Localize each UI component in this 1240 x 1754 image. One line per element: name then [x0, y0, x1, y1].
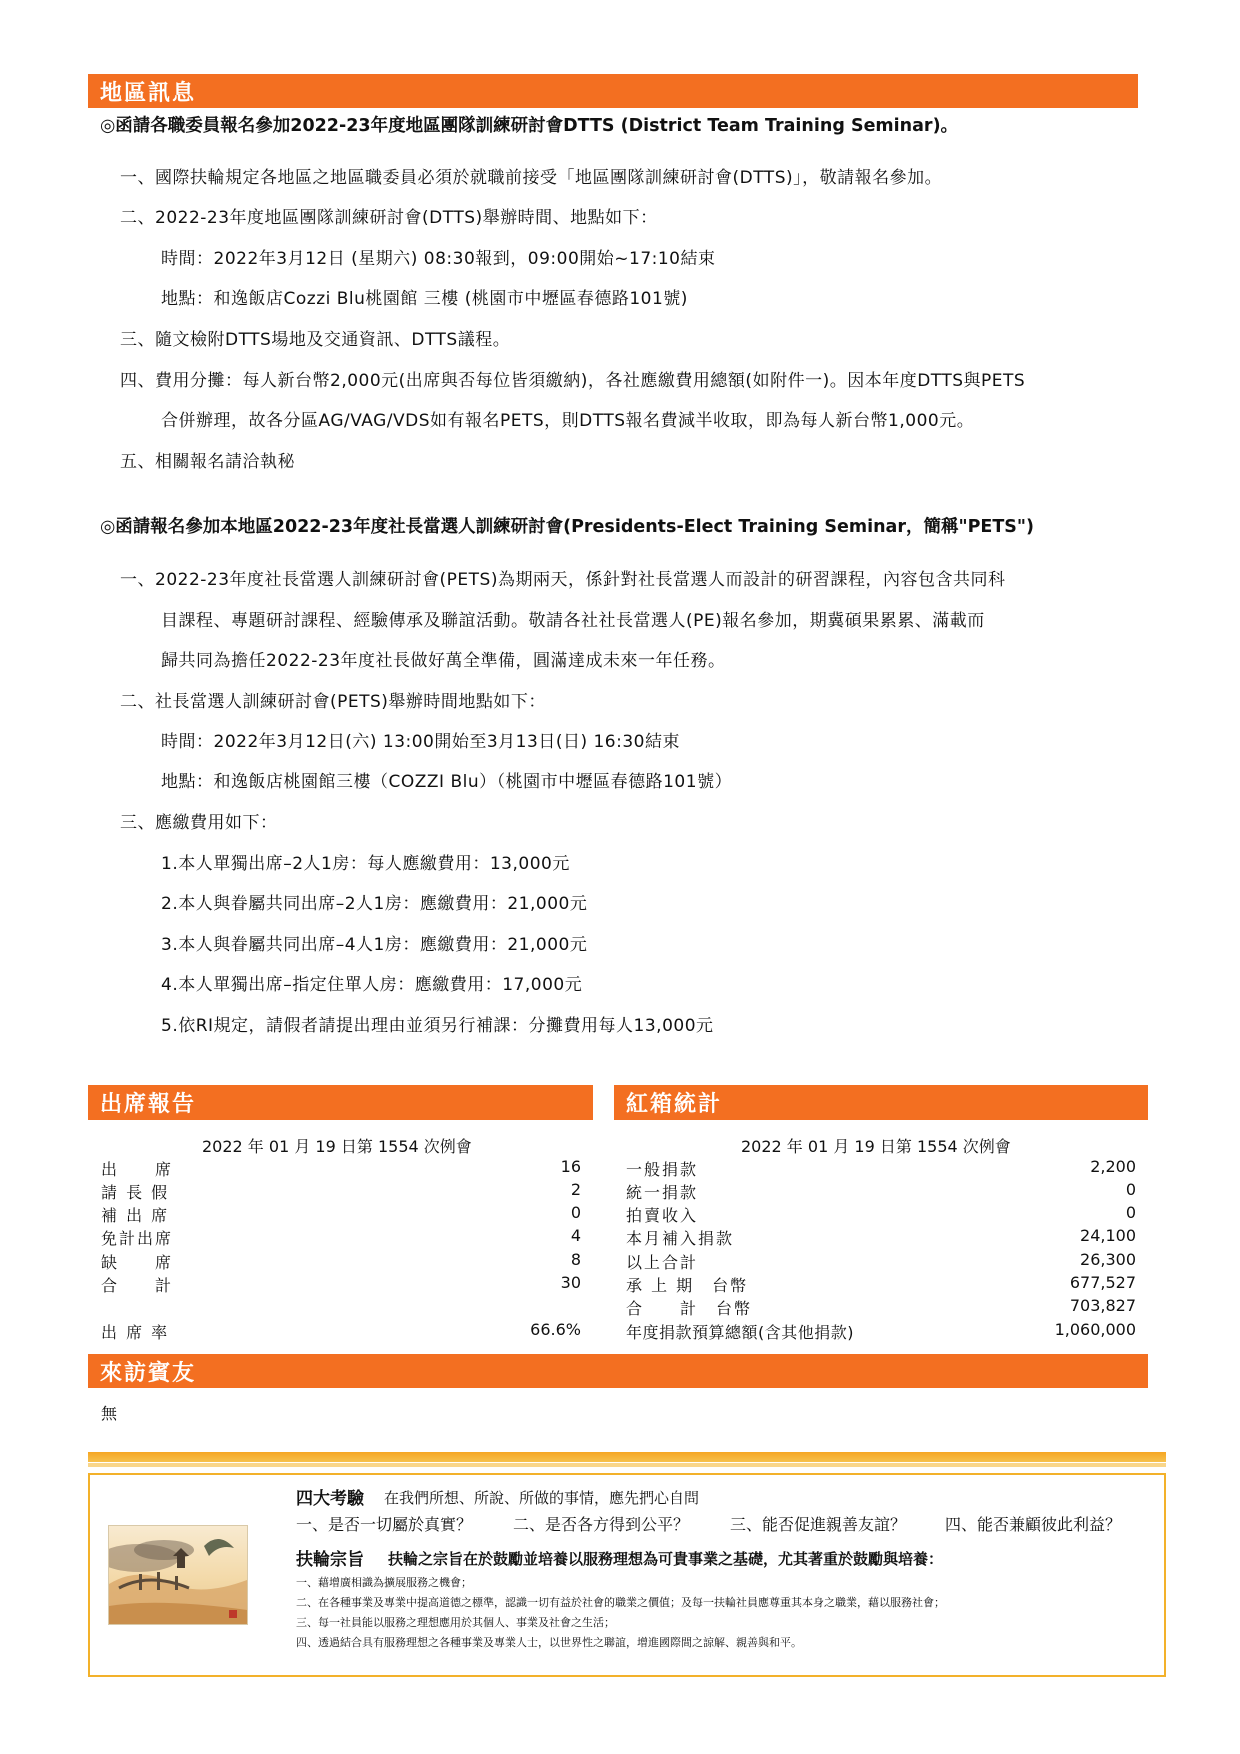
visitors-header	[88, 1354, 1148, 1388]
redbox-row	[626, 1273, 1136, 1295]
four-way-test-title: 四大考驗	[296, 1489, 364, 1509]
object-of-rotary-item: 二、在各種事業及專業中提高道德之標準，認識一切有益於社會的職業之價值；及每一扶輪社員應尊重其本身之職業，藉以服務社會；	[296, 1596, 945, 1609]
attendance-rate-value: 66.6%	[530, 1320, 581, 1339]
object-of-rotary-item: 一、藉增廣相識為擴展服務之機會；	[296, 1576, 472, 1589]
redbox-value: 1,060,000	[1054, 1320, 1136, 1339]
visitors-title: 來訪賓友	[100, 1359, 197, 1386]
district-news-title: 地區訊息	[100, 79, 197, 106]
attendance-title: 出席報告	[100, 1091, 197, 1117]
landscape-painting-image	[108, 1525, 248, 1625]
redbox-value: 0	[1125, 1180, 1136, 1199]
attendance-header	[88, 1085, 593, 1120]
pets-venue: 地點：和逸飯店桃園館三樓（COZZI Blu）（桃園市中壢區春德路101號）	[161, 772, 733, 792]
dtts-item-5: 五、相關報名請洽執秘	[120, 452, 295, 472]
redbox-title: 紅箱統計	[626, 1091, 723, 1117]
redbox-label: 合 計 台幣	[626, 1299, 753, 1318]
four-way-test-item: 四、能否兼顧彼此利益？	[945, 1515, 1122, 1534]
redbox-value: 26,300	[1080, 1250, 1136, 1269]
redbox-header	[614, 1085, 1148, 1120]
redbox-date: 2022 年 01 月 19 日第 1554 次例會	[741, 1137, 1011, 1156]
pets-item-1-cont2: 歸共同為擔任2022-23年度社長做好萬全準備，圓滿達成未來一年任務。	[161, 651, 726, 671]
redbox-row	[626, 1320, 1136, 1342]
attendance-value: 2	[570, 1180, 581, 1199]
object-of-rotary-title: 扶輪宗旨	[296, 1550, 364, 1570]
pets-fee-1: 1.本人單獨出席–2人1房：每人應繳費用：13,000元	[161, 854, 570, 874]
dtts-item-1: 一、國際扶輪規定各地區之地區職委員必須於就職前接受「地區團隊訓練研討會(DTTS)」，敬請報名參加。	[120, 168, 943, 188]
dtts-heading: ◎函請各職委員報名參加2022-23年度地區團隊訓練研討會DTTS (District Team Training Seminar)。	[100, 116, 959, 136]
attendance-value: 0	[570, 1203, 581, 1222]
four-way-test-subtitle: 在我們所想、所說、所做的事情，應先捫心自問	[384, 1489, 700, 1507]
footer-decoration-line	[88, 1463, 1166, 1467]
attendance-value: 30	[560, 1273, 581, 1292]
redbox-value: 677,527	[1069, 1273, 1136, 1292]
attendance-row	[101, 1226, 581, 1248]
pets-heading: ◎函請報名參加本地區2022-23年度社長當選人訓練研討會(Presidents-Elect Training Seminar，簡稱"PETS")	[100, 517, 1035, 537]
redbox-value: 703,827	[1069, 1296, 1136, 1315]
four-way-test-item: 三、能否促進親善友誼？	[730, 1515, 907, 1534]
object-of-rotary-subtitle: 扶輪之宗旨在於鼓勵並培養以服務理想為可貴事業之基礎，尤其著重於鼓勵與培養：	[388, 1550, 944, 1568]
redbox-label: 統一捐款	[626, 1183, 699, 1202]
redbox-label: 本月補入捐款	[626, 1229, 735, 1248]
pets-fee-4: 4.本人單獨出席–指定住單人房：應繳費用：17,000元	[161, 975, 583, 995]
attendance-row	[101, 1157, 581, 1179]
redbox-label: 年度捐款預算總額(含其他捐款)	[626, 1323, 854, 1342]
redbox-row	[626, 1250, 1136, 1272]
attendance-label: 合 計	[101, 1276, 174, 1295]
attendance-label: 出 席	[101, 1160, 174, 1179]
attendance-row	[101, 1180, 581, 1202]
redbox-row	[626, 1157, 1136, 1179]
pets-fee-5: 5.依RI規定，請假者請提出理由並須另行補課：分攤費用每人13,000元	[161, 1016, 714, 1036]
attendance-date: 2022 年 01 月 19 日第 1554 次例會	[202, 1137, 472, 1156]
attendance-label: 免計出席	[101, 1229, 174, 1248]
redbox-row	[626, 1226, 1136, 1248]
dtts-venue: 地點：和逸飯店Cozzi Blu桃園館 三樓 (桃園市中壢區春德路101號)	[161, 289, 688, 309]
attendance-label: 請 長 假	[101, 1183, 170, 1202]
four-way-test-item: 一、是否一切屬於真實？	[296, 1515, 473, 1534]
attendance-rate-row	[101, 1320, 581, 1342]
redbox-row	[626, 1296, 1136, 1318]
redbox-row	[626, 1180, 1136, 1202]
landscape-painting-svg	[109, 1526, 247, 1624]
district-news-header	[88, 74, 1138, 108]
dtts-item-4-cont: 合併辦理，故各分區AG/VAG/VDS如有報名PETS，則DTTS報名費減半收取，即為每人新台幣1,000元。	[161, 411, 975, 431]
pets-item-1: 一、2022-23年度社長當選人訓練研討會(PETS)為期兩天，係針對社長當選人而設計的研習課程，內容包含共同科	[120, 570, 1006, 590]
dtts-time: 時間：2022年3月12日 (星期六) 08:30報到，09:00開始~17:10結束	[161, 249, 716, 269]
pets-fee-3: 3.本人與眷屬共同出席–4人1房：應繳費用：21,000元	[161, 935, 588, 955]
pets-item-1-cont: 目課程、專題研討課程、經驗傳承及聯誼活動。敬請各社社長當選人(PE)報名參加，期冀碩果累累、滿載而	[161, 611, 985, 631]
footer-decoration	[88, 1452, 1166, 1462]
pets-time: 時間：2022年3月12日(六) 13:00開始至3月13日(日) 16:30結束	[161, 732, 680, 752]
pets-item-3: 三、應繳費用如下：	[120, 813, 278, 833]
redbox-value: 24,100	[1080, 1226, 1136, 1245]
redbox-value: 0	[1125, 1203, 1136, 1222]
attendance-value: 8	[570, 1250, 581, 1269]
attendance-row	[101, 1273, 581, 1295]
attendance-rate-label: 出 席 率	[101, 1323, 170, 1342]
attendance-value: 16	[560, 1157, 581, 1176]
attendance-label: 補 出 席	[101, 1206, 170, 1225]
redbox-label: 拍賣收入	[626, 1206, 699, 1225]
dtts-item-2: 二、2022-23年度地區團隊訓練研討會(DTTS)舉辦時間、地點如下：	[120, 208, 658, 228]
redbox-value: 2,200	[1090, 1157, 1136, 1176]
redbox-label: 承 上 期 台幣	[626, 1276, 749, 1295]
attendance-value: 4	[570, 1226, 581, 1245]
pets-fee-2: 2.本人與眷屬共同出席–2人1房：應繳費用：21,000元	[161, 894, 588, 914]
redbox-label: 以上合計	[626, 1253, 699, 1272]
pets-item-2: 二、社長當選人訓練研討會(PETS)舉辦時間地點如下：	[120, 692, 546, 712]
four-way-test-item: 二、是否各方得到公平？	[513, 1515, 690, 1534]
attendance-row	[101, 1250, 581, 1272]
dtts-item-3: 三、隨文檢附DTTS場地及交通資訊、DTTS議程。	[120, 330, 511, 350]
redbox-row	[626, 1203, 1136, 1225]
visitors-text: 無	[101, 1404, 118, 1423]
redbox-label: 一般捐款	[626, 1160, 699, 1179]
object-of-rotary-item: 四、透過結合具有服務理想之各種事業及專業人士，以世界性之聯誼，增進國際間之諒解、親善與和平。	[296, 1636, 802, 1649]
attendance-label: 缺 席	[101, 1253, 174, 1272]
object-of-rotary-item: 三、每一社員能以服務之理想應用於其個人、事業及社會之生活；	[296, 1616, 615, 1629]
dtts-item-4: 四、費用分攤：每人新台幣2,000元(出席與否每位皆須繳納)，各社應繳費用總額(如附件一)。因本年度DTTS與PETS	[120, 371, 1026, 391]
attendance-row	[101, 1203, 581, 1225]
